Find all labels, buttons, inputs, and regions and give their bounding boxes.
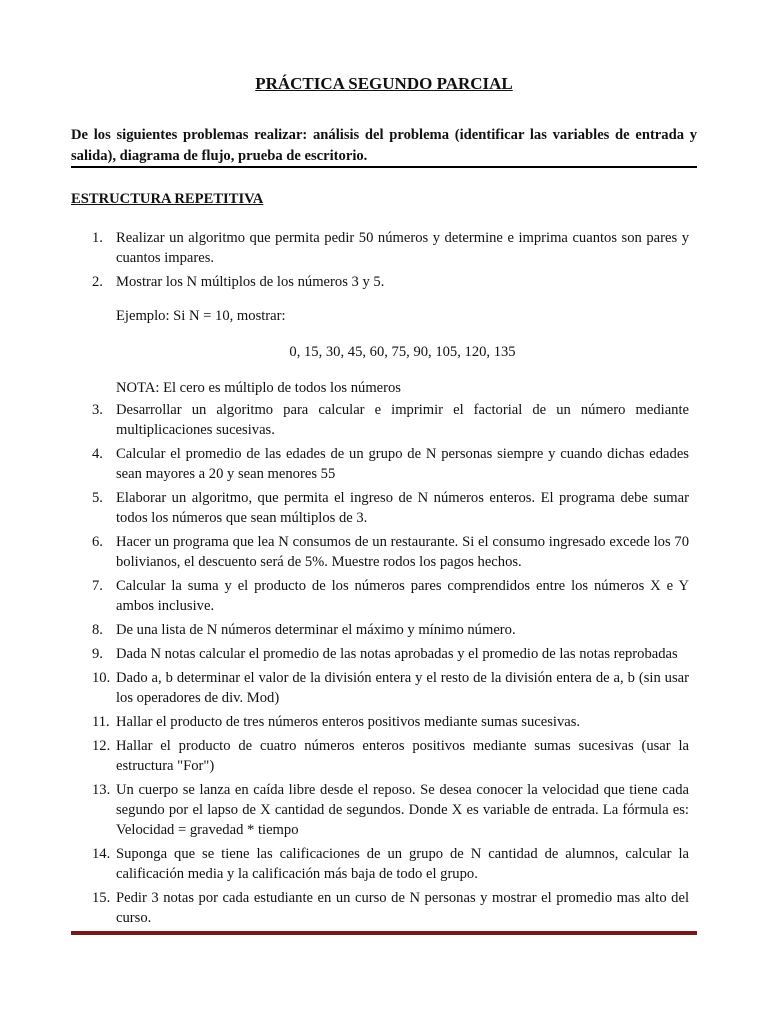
list-item-6 — [71, 532, 689, 572]
example-sequence: 0, 15, 30, 45, 60, 75, 90, 105, 120, 135 — [289, 344, 516, 360]
item-text: Un cuerpo se lanza en caída libre desde el reposo. Se desea conocer la velocidad que tiene cada segundo por el lapso de X cantidad de segundos. Donde X es variable de entrada. La fórmula es: Velocidad = gravedad * tiempo — [116, 782, 689, 838]
list-item-11 — [71, 712, 689, 732]
footer-divider — [71, 931, 697, 935]
list-item-5 — [71, 488, 689, 528]
item-number: 9. — [92, 646, 103, 662]
item-text: Desarrollar un algoritmo para calcular e imprimir el factorial de un número mediante multiplicaciones sucesivas. — [116, 402, 689, 438]
item-text: Mostrar los N múltiplos de los números 3 y 5. — [116, 274, 385, 290]
item-text: Hallar el producto de cuatro números enteros positivos mediante sumas sucesivas (usar la estructura "For") — [116, 738, 689, 774]
item-text: Hallar el producto de tres números enteros positivos mediante sumas sucesivas. — [116, 714, 581, 730]
item-text: Dado a, b determinar el valor de la división entera y el resto de la división entera de a, b (sin usar los operadores de div. Mod) — [116, 670, 689, 706]
item-text: Dada N notas calcular el promedio de las notas aprobadas y el promedio de las notas reprobadas — [116, 646, 678, 662]
document-title: PRÁCTICA SEGUNDO PARCIAL — [255, 74, 513, 93]
list-item-15 — [71, 888, 689, 928]
list-item-2 — [71, 272, 689, 292]
item-number: 15. — [92, 890, 111, 906]
item-number: 12. — [92, 738, 111, 754]
intro-paragraph: De los siguientes problemas realizar: análisis del problema (identificar las variables de entrada y salida), diagrama de flujo, prueba de escritorio. — [71, 127, 697, 164]
header-divider — [71, 166, 697, 168]
item-number: 1. — [92, 230, 103, 246]
list-item-1 — [71, 228, 689, 268]
list-item-14 — [71, 844, 689, 884]
list-item-8 — [71, 620, 689, 640]
example-label: Ejemplo: Si N = 10, mostrar: — [116, 308, 286, 324]
item-number: 4. — [92, 446, 103, 462]
section-heading: ESTRUCTURA REPETITIVA — [71, 191, 264, 207]
note-text: NOTA: El cero es múltiplo de todos los números — [116, 380, 401, 396]
item-number: 11. — [92, 714, 110, 730]
item-text: Suponga que se tiene las calificaciones de un grupo de N cantidad de alumnos, calcular la calificación media y la calificación más baja de todo el grupo. — [116, 846, 689, 882]
item-text: Calcular la suma y el producto de los números pares comprendidos entre los números X e Y ambos inclusive. — [116, 578, 689, 614]
item-text: Realizar un algoritmo que permita pedir 50 números y determine e imprima cuantos son pares y cuantos impares. — [116, 230, 689, 266]
item-text: Hacer un programa que lea N consumos de un restaurante. Si el consumo ingresado excede los 70 bolivianos, el descuento será de 5%. Muestre rodos los pagos hechos. — [116, 534, 689, 570]
item-number: 2. — [92, 274, 103, 290]
item-number: 10. — [92, 670, 111, 686]
list-item-7 — [71, 576, 689, 616]
item-text: Calcular el promedio de las edades de un grupo de N personas siempre y cuando dichas edades sean mayores a 20 y sean menores 55 — [116, 446, 689, 482]
item-text: Elaborar un algoritmo, que permita el ingreso de N números enteros. El programa debe sumar todos los números que sean múltiplos de 3. — [116, 490, 689, 526]
list-item-3 — [71, 400, 689, 440]
item-number: 3. — [92, 402, 103, 418]
item-number: 5. — [92, 490, 103, 506]
item-text: De una lista de N números determinar el máximo y mínimo número. — [116, 622, 516, 638]
list-item-10 — [71, 668, 689, 708]
item-number: 14. — [92, 846, 111, 862]
item-number: 6. — [92, 534, 103, 550]
list-item-12 — [71, 736, 689, 776]
problem-list — [71, 228, 689, 932]
list-item-9 — [71, 644, 689, 664]
item-number: 8. — [92, 622, 103, 638]
list-item-4 — [71, 444, 689, 484]
item-number: 7. — [92, 578, 103, 594]
list-item-13 — [71, 780, 689, 840]
item-text: Pedir 3 notas por cada estudiante en un curso de N personas y mostrar el promedio mas alto del curso. — [116, 890, 689, 926]
item-number: 13. — [92, 782, 111, 798]
